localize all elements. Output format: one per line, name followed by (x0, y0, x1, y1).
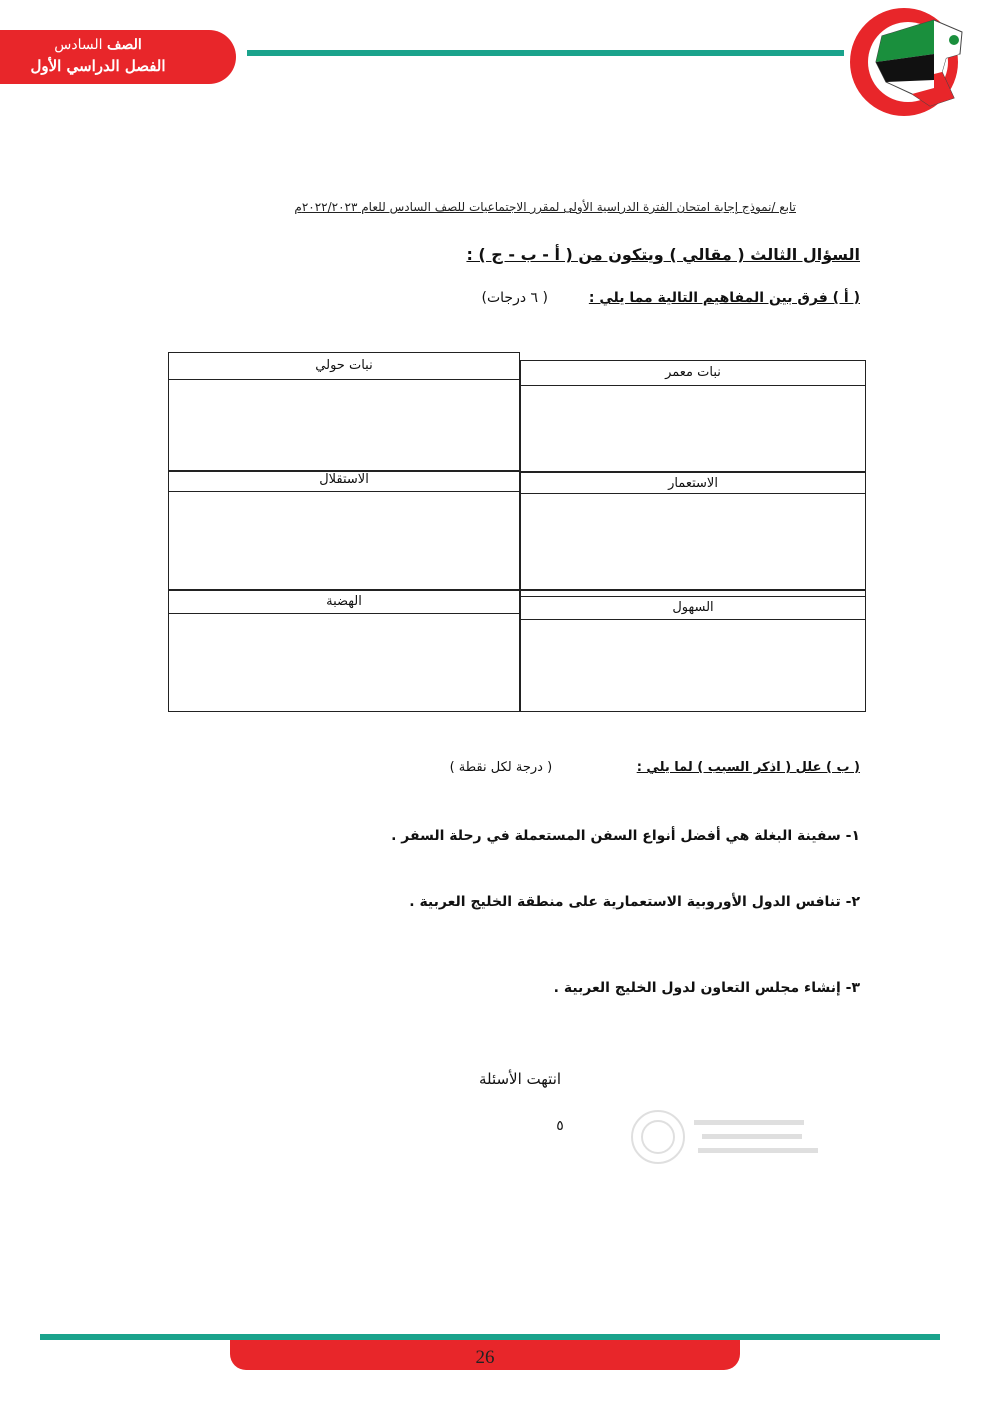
header-divider (247, 50, 844, 56)
reason-item-2: ٢- تنافس الدول الأوروبية الاستعمارية على منطقة الخليج العربية . (409, 894, 860, 910)
concept-plateau: الهضبة (326, 594, 362, 609)
reason-item-3: ٣- إنشاء مجلس التعاون لدول الخليج العربية . (553, 980, 860, 996)
concepts-table (168, 352, 866, 712)
end-of-questions: انتهت الأسئلة (478, 1070, 562, 1088)
reason-item-1: ١- سفينة البغلة هي أفضل أنواع السفن المستعملة في رحلة السفر . (391, 828, 860, 844)
part-a-heading (480, 290, 860, 306)
concept-colonialism: الاستعمار (668, 476, 718, 491)
inner-page-number: ٥ (556, 1118, 564, 1134)
faded-stamp-icon (628, 1102, 828, 1172)
concept-independence: الاستقلال (319, 472, 369, 487)
concept-plains: السهول (672, 600, 714, 615)
part-a-points: ( ٦ درجات) (481, 290, 548, 306)
concept-annual-plant: نبات حولي (315, 358, 373, 373)
grade-label: الصف (106, 37, 142, 53)
page-number: 26 (475, 1347, 495, 1368)
part-b-title: ( ب ) علل ( اذكر السبب ) لما يلي : (636, 760, 860, 775)
grade-value: السادس (54, 37, 103, 53)
part-b-points: ( درجة لكل نقطة ) (449, 760, 553, 775)
kuwait-map-logo-icon (842, 2, 972, 122)
page-number-badge (230, 1340, 740, 1370)
semester-label: الفصل الدراسي الأول (30, 57, 166, 75)
grade-badge (0, 30, 236, 84)
part-b-heading (400, 760, 860, 775)
exam-subheading: تابع /نموذج إجابة امتحان الفترة الدراسية الأولى لمقرر الاجتماعيات للصف السادس للعام ٢٠٢٢/٢٠٢٣م (294, 200, 796, 214)
part-a-title: ( أ ) فرق بين المفاهيم التالية مما يلي : (588, 290, 860, 306)
concept-perennial-plant: نبات معمر (665, 365, 721, 380)
question-3-title: السؤال الثالث ( مقالي ) ويتكون من ( أ - ب - ج ) : (466, 245, 860, 264)
